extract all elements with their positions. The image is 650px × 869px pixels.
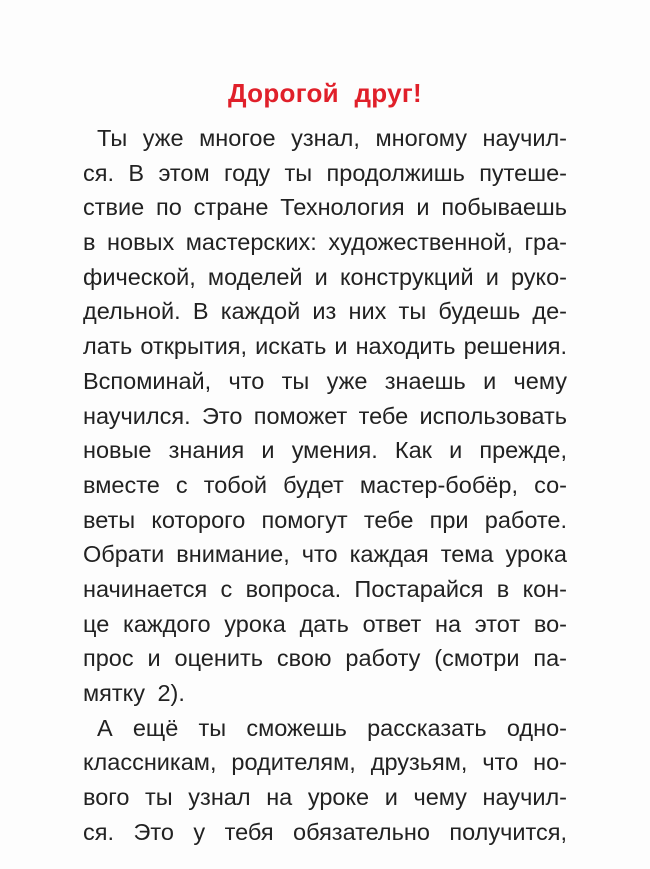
text-line-content: Обрати внимание, что каждая тема урока (83, 541, 567, 568)
text-line (83, 190, 567, 225)
text-line-content: Ты уже многое узнал, многому научил- (97, 125, 567, 151)
text-line-content: научился. Это поможет тебе использовать (83, 402, 567, 429)
text-line (83, 225, 567, 260)
text-line (83, 745, 567, 780)
text-line (83, 468, 567, 503)
paragraph-2 (83, 711, 567, 850)
text-line (83, 260, 567, 295)
text-line (83, 503, 567, 538)
text-line-content: ствие по стране Технология и побываешь (83, 194, 567, 221)
text-line (83, 121, 567, 156)
text-line-content: прос и оценить свою работу (смотри па- (83, 645, 567, 672)
body-text (83, 121, 567, 849)
text-line (83, 537, 567, 572)
text-line-content: ся. Это у тебя обязательно получится, (83, 818, 567, 845)
text-line (83, 676, 567, 711)
text-line-content: фической, моделей и конструкций и руко- (83, 263, 567, 290)
text-line (83, 607, 567, 642)
text-line-content: лать открытия, искать и находить решения. (83, 333, 567, 360)
text-line-content: классникам, родителям, друзьям, что но- (83, 749, 567, 776)
text-line (83, 294, 567, 329)
text-line-content: це каждого урока дать ответ на этот во- (83, 610, 567, 637)
text-line-content: веты которого помогут тебе при работе. (83, 506, 567, 533)
text-line-content: дельной. В каждой из них ты будешь де- (83, 298, 567, 325)
text-line-content: в новых мастерских: художественной, гра- (83, 229, 567, 256)
paragraph-1 (83, 121, 567, 711)
text-line-content: мятку 2). (83, 680, 185, 706)
text-line-content: начинается с вопроса. Постарайся в кон- (83, 575, 567, 602)
text-line-content: Вспоминай, что ты уже знаешь и чему (83, 367, 567, 394)
text-line (83, 399, 567, 434)
text-line (83, 641, 567, 676)
text-line-content: новые знания и умения. Как и прежде, (83, 437, 567, 464)
text-line-content: вого ты узнал на уроке и чему научил- (83, 784, 567, 811)
text-line (83, 156, 567, 191)
text-line (83, 364, 567, 399)
text-line (83, 433, 567, 468)
text-line-content: вместе с тобой будет мастер-бобёр, со- (83, 471, 567, 498)
text-line-content: А ещё ты сможешь рассказать одно- (97, 714, 567, 741)
text-line (83, 815, 567, 850)
text-line-content: ся. В этом году ты продолжишь путеше- (83, 159, 567, 186)
text-line (83, 780, 567, 815)
text-line (83, 572, 567, 607)
text-line (83, 329, 567, 364)
text-line (83, 711, 567, 746)
page-title: Дорогой друг! (228, 78, 422, 108)
